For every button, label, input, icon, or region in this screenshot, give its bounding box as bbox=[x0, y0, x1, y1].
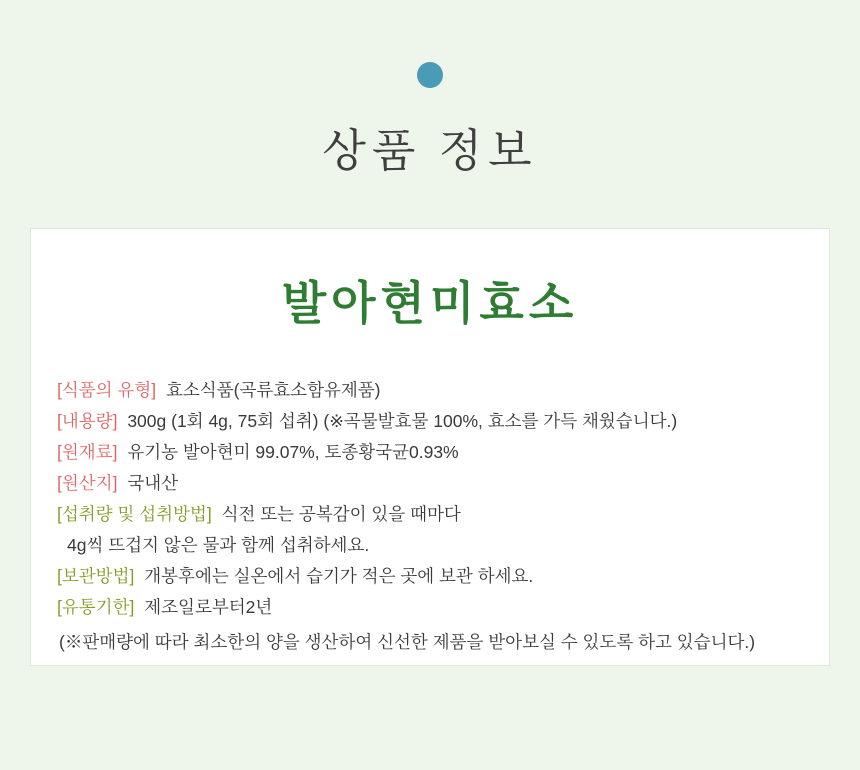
spec-value: 식전 또는 공복감이 있을 때마다 bbox=[221, 504, 461, 524]
product-spec-list bbox=[31, 375, 829, 658]
list-item bbox=[57, 375, 803, 406]
spec-value: 효소식품(곡류효소함유제품) bbox=[166, 380, 381, 400]
page-header bbox=[0, 0, 860, 179]
list-item bbox=[57, 406, 803, 437]
spec-value-continuation: 4g씩 뜨겁지 않은 물과 함께 섭취하세요. bbox=[67, 535, 370, 555]
product-info-card bbox=[30, 228, 830, 666]
spec-value: 유기농 발아현미 99.07%, 토종황국균0.93% bbox=[127, 442, 459, 462]
spec-value: 300g (1회 4g, 75회 섭취) (※곡물발효물 100%, 효소를 가득 채웠습니다.) bbox=[127, 411, 678, 431]
spec-label: [내용량] bbox=[57, 411, 118, 431]
decorative-dot-icon bbox=[417, 62, 443, 88]
list-item bbox=[57, 499, 803, 530]
product-name: 발아현미효소 bbox=[281, 277, 579, 329]
spec-value: 국내산 bbox=[127, 473, 179, 493]
spec-label: [원산지] bbox=[57, 473, 118, 493]
spec-value: 제조일로부터2년 bbox=[144, 597, 273, 617]
spec-label: [섭취량 및 섭취방법] bbox=[57, 504, 212, 524]
list-item bbox=[57, 561, 803, 592]
list-item bbox=[57, 468, 803, 499]
spec-label: [보관방법] bbox=[57, 566, 135, 586]
production-note: (※판매량에 따라 최소한의 양을 생산하여 신선한 제품을 받아보실 수 있도록 하고 있습니다.) bbox=[59, 632, 756, 652]
spec-label: [식품의 유형] bbox=[57, 380, 157, 400]
list-item bbox=[57, 592, 803, 623]
page-title: 상품 정보 bbox=[322, 126, 538, 176]
list-item bbox=[57, 437, 803, 468]
spec-label: [원재료] bbox=[57, 442, 118, 462]
spec-label: [유통기한] bbox=[57, 597, 135, 617]
spec-value: 개봉후에는 실온에서 습기가 적은 곳에 보관 하세요. bbox=[144, 566, 534, 586]
